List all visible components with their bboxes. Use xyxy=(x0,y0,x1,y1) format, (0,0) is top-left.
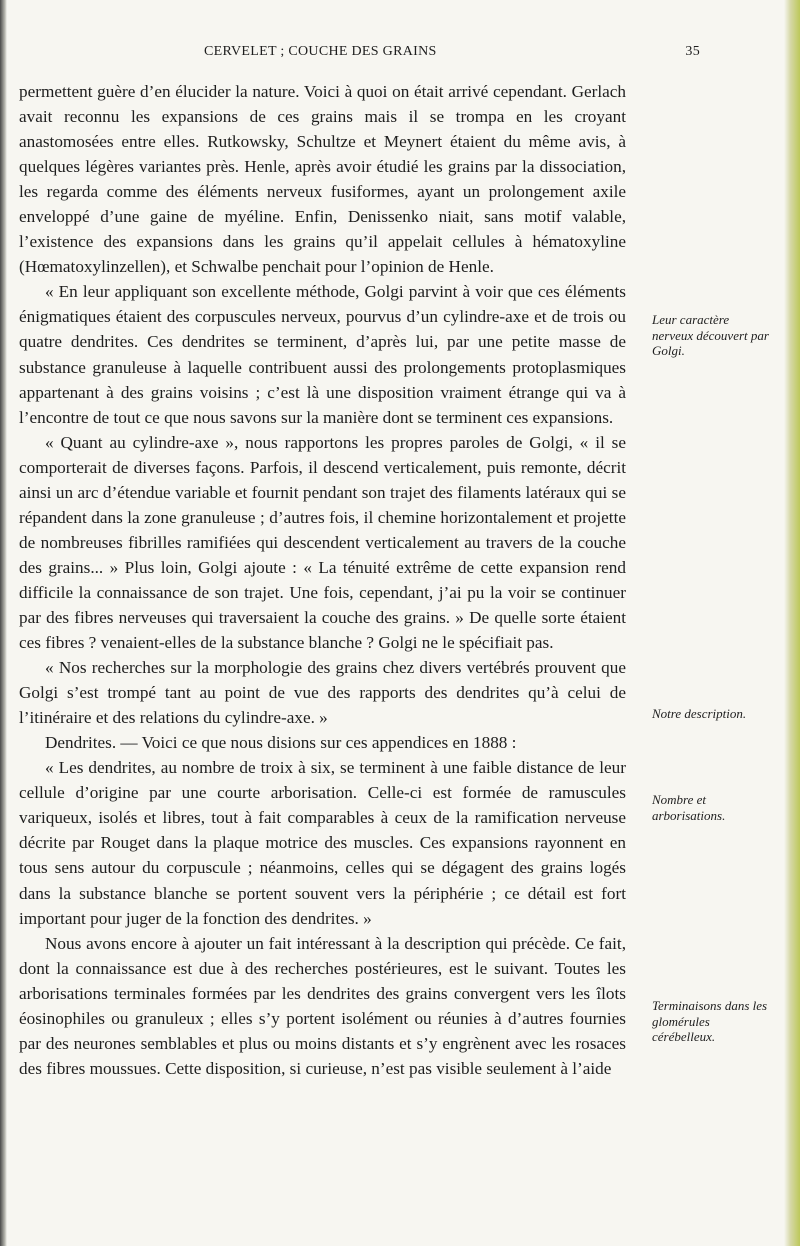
paragraph-4: « Nos recherches sur la morphologie des grains chez divers vertébrés prouvent que Golgi s’est trompé tant au point de vue des rapports des dendrites qu’à celui de l’itinéraire et des relations du cylindre-axe. » xyxy=(19,658,626,728)
paragraph-2: « En leur appliquant son excellente méthode, Golgi parvint à voir que ces éléments énigmatiques étaient des corpuscules nerveux, pourvus d’un cylindre-axe et de trois ou quatre dendrites. Ces dendrites se terminent, d’après lui, par une petite masse de substance granuleuse à laquelle contribuent aussi des prolongements protoplasmiques appartenant à des grains voisins ; c’est là une disposition vraiment étrange qui va à l’encontre de tout ce que nous savons sur la manière dont se terminent ces expansions. xyxy=(19,282,626,427)
page-number: 35 xyxy=(685,44,700,59)
margin-note-4: Terminaisons dans les glomérules cérébelleux. xyxy=(652,998,768,1044)
margin-note-1: Leur caractère nerveux découvert par Golgi. xyxy=(652,312,769,358)
page-binding-shadow xyxy=(0,0,7,1246)
paragraph-6: « Les dendrites, au nombre de troix à six, se terminent à une faible distance de leur cellule d’origine par une courte arborisation. Celle-ci est formée de ramuscules variqueux, isolés et libres, tout à fait comparables à ceux de la ramification nerveuse décrite par Rouget dans la plaque motrice des muscles. Ces expansions rayonnent en tous sens autour du corpuscule ; néanmoins, celles qui se dégagent des grains logés dans la substance blanche se portent souvent vers la périphérie ; ce détail est fort important pour juger de la fonction des dendrites. » xyxy=(19,758,626,928)
paragraph-7: Nous avons encore à ajouter un fait intéressant à la description qui précède. Ce fait, dont la connaissance est due à des recherches postérieures, est le suivant. Toutes les arborisations terminales formées par les dendrites des grains convergent vers les îlots éosinophiles ou granuleux ; elles s’y portent isolément ou réunies à d’autres fournies par des neurones semblables et plus ou moins distants et s’y engrènent avec les rosaces des fibres moussues. Cette disposition, si curieuse, n’est pas visible seulement à l’aide xyxy=(19,933,626,1078)
page-edge-stain xyxy=(784,0,800,1246)
main-text-column xyxy=(19,79,626,1081)
margin-note-2: Notre description. xyxy=(652,706,747,721)
paragraph-3: « Quant au cylindre-axe », nous rapportons les propres paroles de Golgi, « il se comporterait de diverses façons. Parfois, il descend verticalement, puis remonte, décrit ainsi un arc d’étendue variable et fournit pendant son trajet des filaments latéraux qui se répandent dans la zone granuleuse ; d’autres fois, il chemine horizontalement et projette de nombreuses fibrilles ramifiées qui descendent verticalement au travers de la couche des grains... » Plus loin, Golgi ajoute : « La ténuité extrême de cette expansion rend difficile la connaissance de son trajet. Une fois, cependant, j’ai pu la voir se continuer par des fibres nerveuses qui traversaient la couche des grains. » De quelle sorte étaient ces fibres ? venaient-elles de la substance blanche ? Golgi ne le spécifiait pas. xyxy=(19,432,626,653)
running-title: CERVELET ; COUCHE DES GRAINS xyxy=(204,44,437,59)
paragraph-1: permettent guère d’en élucider la nature. Voici à quoi on était arrivé cependant. Gerlach avait reconnu les expansions de ces grains mais il se trompa en les croyant anastomosées entre elles. Rutkowsky, Schultze et Meynert étaient du même avis, à quelques légères variantes près. Henle, après avoir étudié les grains par la dissociation, les regarda comme des éléments nerveux fusiformes, ayant un prolongement axile enveloppé d’une gaine de myéline. Enfin, Denissenko niait, sans motif valable, l’existence des expansions dans les grains qu’il appelait cellules à hématoxyline (Hœmatoxylinzellen), et Schwalbe penchait pour l’opinion de Henle. xyxy=(19,82,626,277)
margin-note-3: Nombre et arborisations. xyxy=(652,792,726,823)
paragraph-5: Dendrites. — Voici ce que nous disions sur ces appendices en 1888 : xyxy=(45,733,517,753)
